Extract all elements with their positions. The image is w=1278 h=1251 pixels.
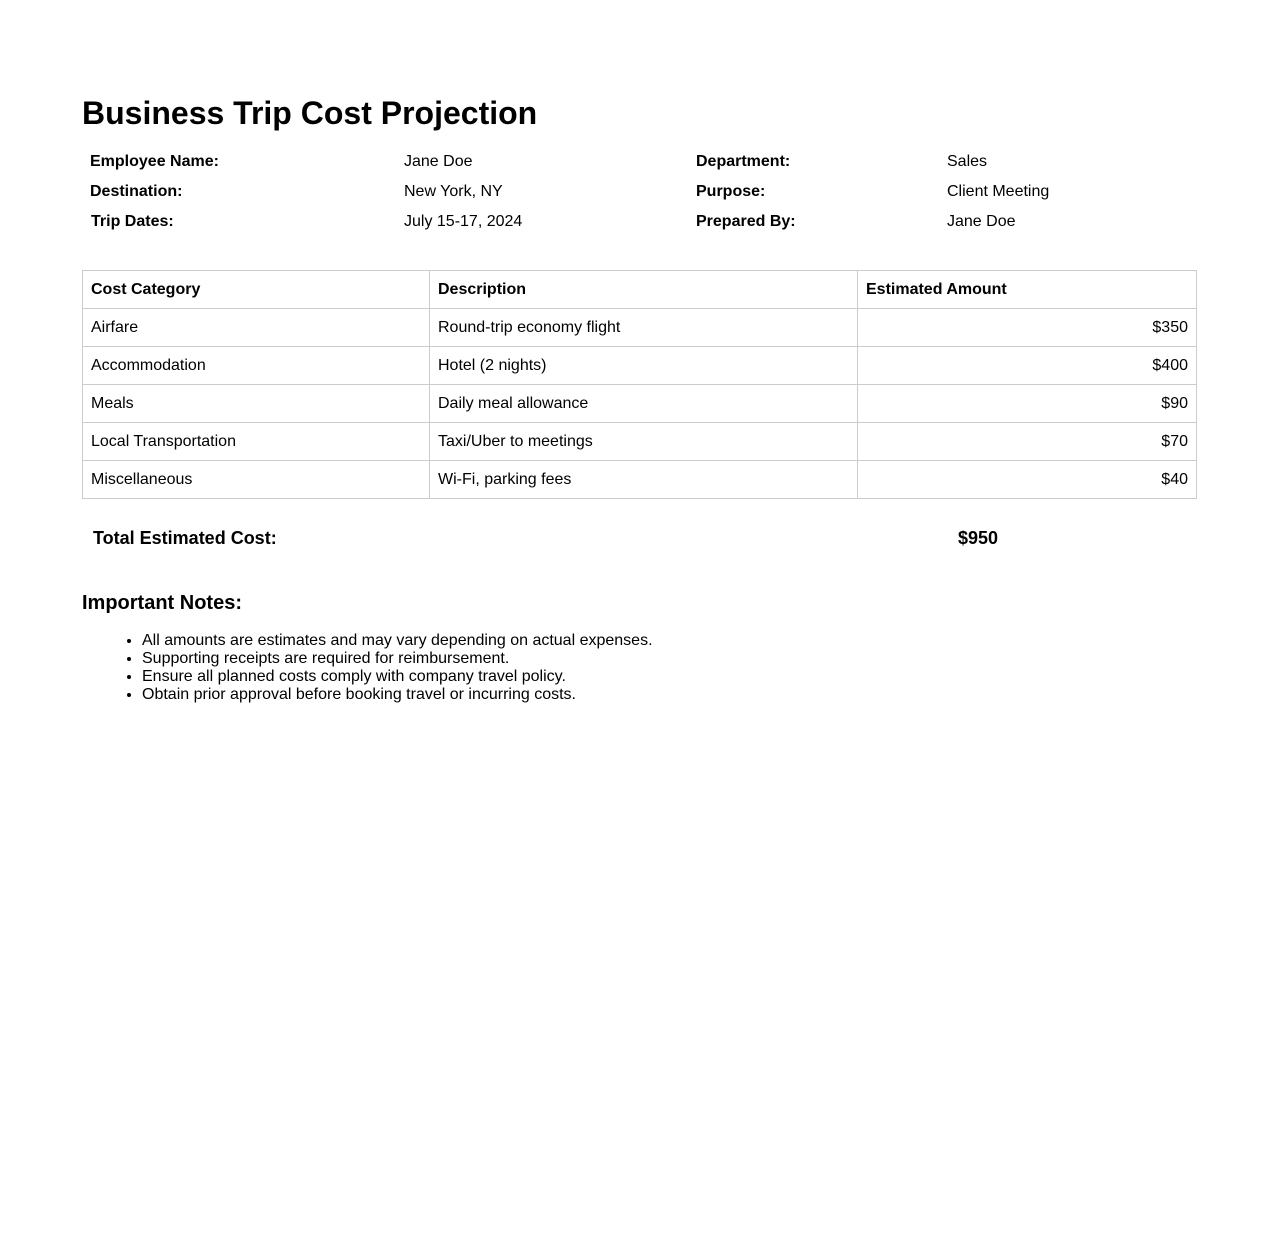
cost-category-cell: Meals [83, 385, 430, 423]
column-header-description: Description [430, 271, 858, 309]
description-cell: Daily meal allowance [430, 385, 858, 423]
department-value: Sales [947, 153, 988, 170]
notes-heading: Important Notes: [82, 592, 242, 614]
trip-dates-label: Trip Dates: [91, 213, 174, 230]
total-value: $950 [958, 528, 999, 548]
description-cell: Round-trip economy flight [430, 309, 858, 347]
amount-cell: $70 [858, 423, 1197, 461]
list-item: • All amounts are estimates and may vary depending on actual expenses. [142, 632, 653, 650]
list-item: • Obtain prior approval before booking travel or incurring costs. [142, 686, 653, 704]
amount-cell: $400 [858, 347, 1197, 385]
column-header-estimated-amount: Estimated Amount [858, 271, 1197, 309]
table-row [83, 385, 1197, 423]
cost-category-cell: Airfare [83, 309, 430, 347]
trip-dates-value: July 15-17, 2024 [404, 213, 523, 230]
purpose-value: Client Meeting [947, 183, 1050, 200]
notes-list [82, 632, 653, 704]
cost-table [82, 270, 1197, 499]
cost-category-cell: Miscellaneous [83, 461, 430, 499]
table-row [83, 347, 1197, 385]
amount-cell: $90 [858, 385, 1197, 423]
description-cell: Taxi/Uber to meetings [430, 423, 858, 461]
column-header-cost-category: Cost Category [83, 271, 430, 309]
list-item: • Supporting receipts are required for reimbursement. [142, 650, 653, 668]
prepared-by-value: Jane Doe [947, 213, 1016, 230]
cost-category-cell: Local Transportation [83, 423, 430, 461]
table-row [83, 461, 1197, 499]
cost-category-cell: Accommodation [83, 347, 430, 385]
table-row [83, 309, 1197, 347]
purpose-label: Purpose: [696, 183, 766, 200]
employee-name-label: Employee Name: [90, 153, 219, 170]
table-row [83, 423, 1197, 461]
destination-value: New York, NY [404, 183, 503, 200]
table-header-row [83, 271, 1197, 309]
prepared-by-label: Prepared By: [696, 213, 796, 230]
description-cell: Hotel (2 nights) [430, 347, 858, 385]
description-cell: Wi-Fi, parking fees [430, 461, 858, 499]
list-item: • Ensure all planned costs comply with company travel policy. [142, 668, 653, 686]
department-label: Department: [696, 153, 791, 170]
amount-cell: $40 [858, 461, 1197, 499]
page-title: Business Trip Cost Projection [82, 95, 538, 131]
amount-cell: $350 [858, 309, 1197, 347]
total-label: Total Estimated Cost: [93, 528, 277, 548]
destination-label: Destination: [90, 183, 183, 200]
employee-name-value: Jane Doe [404, 153, 473, 170]
